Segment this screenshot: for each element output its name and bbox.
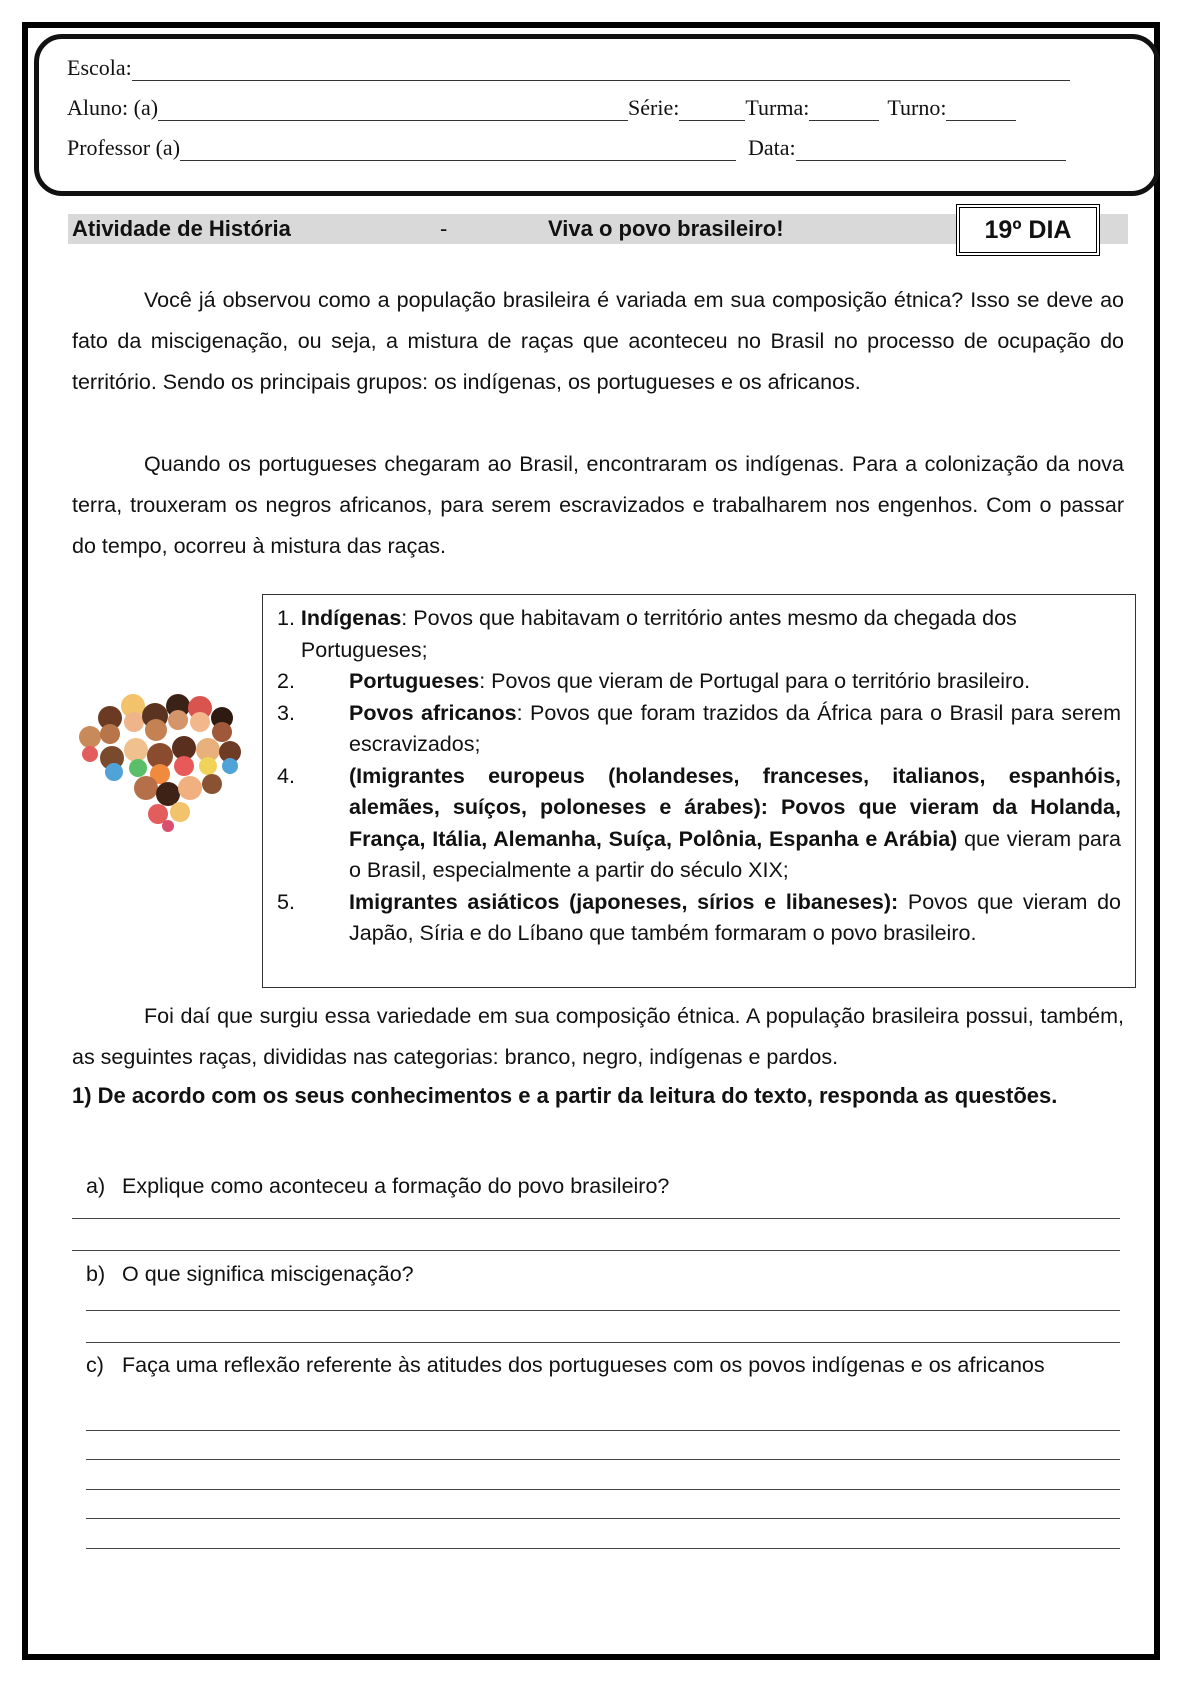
group-term: (Imigrantes europeus (holandeses, franceses, italianos, espanhóis, alemães, suíços, poloneses e árabes): Povos que vieram da Holanda, França, Itália, Alemanha, Suíça, Polônia, Espanha e Arábia): [349, 763, 1121, 851]
student-info-header: [34, 34, 1160, 196]
question-text: O que significa miscigenação?: [122, 1262, 414, 1286]
question-a: [86, 1171, 1124, 1202]
question-text: Faça uma reflexão referente às atitudes dos portugueses com os povos indígenas e os africanos: [122, 1353, 1045, 1377]
answer-line[interactable]: [86, 1489, 1120, 1490]
group-term: Portugueses: [349, 669, 480, 693]
subject-title: Atividade de História: [72, 216, 291, 241]
group-number: 2.: [277, 669, 295, 693]
student-field[interactable]: [158, 100, 628, 121]
school-label: Escola:: [67, 55, 132, 80]
group-term: Indígenas: [300, 606, 402, 630]
group-number: 5.: [277, 889, 295, 914]
question-letter: c): [86, 1353, 104, 1377]
answer-line[interactable]: [86, 1518, 1120, 1519]
group-item: [277, 666, 1121, 698]
group-item: [277, 603, 1121, 666]
answer-line[interactable]: [86, 1430, 1120, 1431]
group-item: [277, 887, 1121, 950]
exercise-title: 1) De acordo com os seus conhecimentos e a partir da leitura do texto, responda as questões.: [72, 1083, 1058, 1108]
title-separator: -: [440, 216, 448, 241]
grade-label: Série:: [628, 95, 680, 120]
group-number: 1.: [277, 606, 295, 630]
answer-line[interactable]: [72, 1218, 1120, 1219]
group-description: Povos que vieram do Japão, Síria e do Líbano que também formaram o povo brasileiro.: [349, 889, 1121, 945]
shift-label: Turno:: [887, 95, 947, 120]
day-badge: [956, 204, 1100, 256]
group-description: : Povos que habitavam o território antes mesmo da chegada dos Portugueses;: [300, 606, 1017, 662]
class-label: Turma:: [745, 95, 810, 120]
group-item: [277, 761, 1121, 887]
answer-line[interactable]: [86, 1342, 1120, 1343]
question-text: Explique como aconteceu a formação do povo brasileiro?: [122, 1174, 670, 1198]
group-term: Imigrantes asiáticos (japoneses, sírios e libaneses):: [349, 889, 899, 914]
group-item: [277, 698, 1121, 761]
answer-line[interactable]: [86, 1459, 1120, 1460]
teacher-label: Professor (a): [67, 135, 181, 160]
closing-paragraph: Foi daí que surgiu essa variedade em sua composição étnica. A população brasileira possui, também, as seguintes raças, divididas nas categorias: branco, negro, indígenas e pardos.: [72, 1004, 1124, 1069]
grade-field[interactable]: [679, 100, 745, 121]
answer-line[interactable]: [72, 1250, 1120, 1251]
shift-field[interactable]: [946, 100, 1016, 121]
class-field[interactable]: [809, 100, 879, 121]
school-field[interactable]: [132, 60, 1070, 81]
date-label: Data:: [748, 135, 796, 160]
answer-line[interactable]: [86, 1310, 1120, 1311]
group-description: : Povos que foram trazidos da África para o Brasil para serem escravizados;: [349, 700, 1121, 756]
topic-title: Viva o povo brasileiro!: [548, 216, 784, 241]
group-description: : Povos que vieram de Portugal para o território brasileiro.: [479, 669, 1031, 693]
day-label: 19º DIA: [984, 215, 1072, 244]
group-term: Povos africanos: [349, 700, 517, 725]
group-description: que vieram para o Brasil, especialmente a partir do século XIX;: [349, 826, 1121, 882]
question-letter: a): [86, 1174, 106, 1198]
intro-paragraph-2: Quando os portugueses chegaram ao Brasil, encontraram os indígenas. Para a colonização da nova terra, trouxeram os negros africanos, para serem escravizados e trabalharem nos engenhos. Com o passar do tempo, ocorreu à mistura das raças.: [72, 452, 1124, 558]
teacher-field[interactable]: [180, 140, 736, 161]
answer-line[interactable]: [86, 1548, 1120, 1549]
student-label: Aluno: (a): [67, 95, 159, 120]
question-letter: b): [86, 1262, 106, 1286]
crowd-brazil-map-illustration: [76, 692, 246, 832]
question-c: [86, 1350, 1124, 1381]
intro-paragraph-1: Você já observou como a população brasileira é variada em sua composição étnica? Isso se deve ao fato da miscigenação, ou seja, a mistura de raças que aconteceu no Brasil no processo de ocupação do território. Sendo os principais grupos: os indígenas, os portugueses e os africanos.: [72, 288, 1124, 394]
population-groups-box: [262, 594, 1136, 988]
question-b: [86, 1259, 1124, 1290]
group-number: 3.: [277, 700, 295, 725]
group-number: 4.: [277, 763, 295, 788]
date-field[interactable]: [796, 140, 1066, 161]
